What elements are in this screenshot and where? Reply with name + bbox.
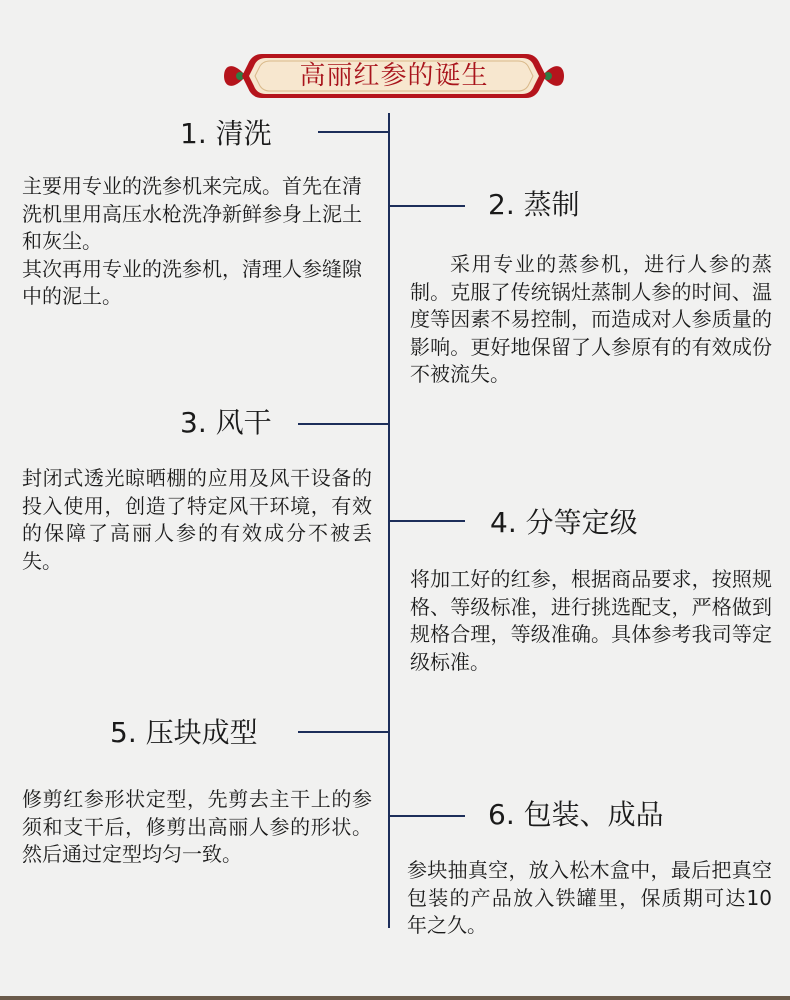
connector-line-3 xyxy=(298,423,389,425)
step-body-4 xyxy=(410,566,772,676)
step-heading-4: 4. 分等定级 xyxy=(490,506,638,539)
step-1-paragraph-1: 主要用专业的洗参机来完成。首先在清洗机里用高压水枪洗净新鲜参身上泥土和灰尘。 xyxy=(22,174,362,253)
step-2-paragraph-1: 采用专业的蒸参机，进行人参的蒸制。克服了传统锅灶蒸制人参的时间、温度等因素不易控制，而造成对人参质量的影响。更好地保留了人参原有的有效成份不被流失。 xyxy=(410,252,772,386)
connector-line-1 xyxy=(318,131,389,133)
bottom-border xyxy=(0,996,790,1000)
step-body-1 xyxy=(22,173,372,311)
page-title: 高丽红参的诞生 xyxy=(299,61,489,91)
step-1-paragraph-2: 其次再用专业的洗参机，清理人参缝隙中的泥土。 xyxy=(22,256,362,308)
step-4-paragraph-1: 将加工好的红参，根据商品要求，按照规格、等级标准，进行挑选配支，严格做到规格合理，等级准确。具体参考我司等定级标准。 xyxy=(410,567,772,674)
step-heading-2: 2. 蒸制 xyxy=(488,188,580,221)
step-6-paragraph-1: 参块抽真空，放入松木盒中，最后把真空包装的产品放入铁罐里，保质期可达10年之久。 xyxy=(407,858,772,937)
step-heading-3: 3. 风干 xyxy=(180,406,272,439)
connector-line-2 xyxy=(389,205,465,207)
step-3-paragraph-1: 封闭式透光晾晒棚的应用及风干设备的投入使用，创造了特定风干环境，有效的保障了高丽人参的有效成分不被丢失。 xyxy=(22,466,372,573)
connector-line-6 xyxy=(389,815,465,817)
connector-line-4 xyxy=(389,520,465,522)
step-body-3 xyxy=(22,465,372,575)
title-banner xyxy=(222,50,566,102)
step-5-paragraph-1: 修剪红参形状定型，先剪去主干上的参须和支干后，修剪出高丽人参的形状。然后通过定型均匀一致。 xyxy=(22,787,372,866)
step-heading-5: 5. 压块成型 xyxy=(110,716,258,749)
step-body-6 xyxy=(407,857,772,940)
step-body-5 xyxy=(22,786,372,869)
step-body-2 xyxy=(410,251,772,389)
step-heading-6: 6. 包装、成品 xyxy=(488,798,664,831)
connector-line-5 xyxy=(298,731,389,733)
step-heading-1: 1. 清洗 xyxy=(180,117,272,150)
